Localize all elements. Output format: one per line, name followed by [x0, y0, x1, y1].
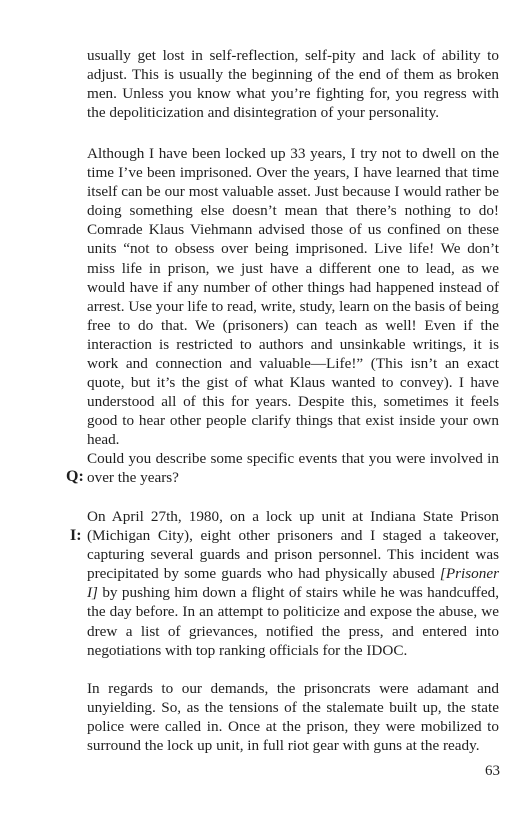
page-number: 63: [485, 763, 500, 779]
interview-question: Could you describe some specific events that you were involved in over the years?: [87, 450, 499, 487]
paragraph-demands: In regards to our demands, the prisoncrats were adamant and unyielding. So, as the tensions of the stalemate built up, the state police were called in. Once at the prison, they were mobilized to surround the lock up unit, in full riot gear with guns at the ready.: [87, 680, 499, 755]
answer-italic-name: [Prisoner I]: [87, 565, 499, 602]
answer-text-part-2: by pushing him down a flight of stairs while he was handcuffed, the day before. In an attempt to politicize and expose the abuse, we drew a list of grievances, notified the press, and entered into negotiations with top ranking officials for the IDOC.: [87, 584, 499, 659]
interview-answer: [87, 507, 499, 660]
answer-text-part-1: On April 27th, 1980, on a lock up unit at Indiana State Prison (Michigan City), eight other prisoners and I staged a takeover, capturing several guards and prison personnel. This incident was precipitated by some guards who had physically abused: [87, 508, 499, 583]
paragraph-reflection: Although I have been locked up 33 years, I try not to dwell on the time I’ve been imprisoned. Over the years, I have learned that time itself can be our most valuable asset. Just because I would rather be doing something else doesn’t mean that there’s nothing to do! Comrade Klaus Viehmann advised those of us confined on these units “not to obsess over being imprisoned. Live life! We don’t miss life in prison, we just have a different one to lead, as we would have if any number of other things had happened instead of arrest. Use your life to read, write, study, learn on the basis of being free to do that. We (prisoners) can teach as well! Even if the interaction is restricted to authors and unsinkable writings, it is work and connection and valuable—Life!” (This isn’t an exact quote, but it’s the gist of what Klaus wanted to convey). I have understood all of this for years. Despite this, sometimes it feels good to hear other people clarify things that exist inside your own head.: [87, 145, 499, 449]
speaker-label-answer: I:: [70, 527, 82, 544]
speaker-label-question: Q:: [66, 468, 84, 485]
paragraph-continuation: usually get lost in self-reflection, self-pity and lack of ability to adjust. This is usually the beginning of the end of them as broken men. Unless you know what you’re fighting for, you regress with the depoliticization and disintegration of your personality.: [87, 47, 499, 122]
